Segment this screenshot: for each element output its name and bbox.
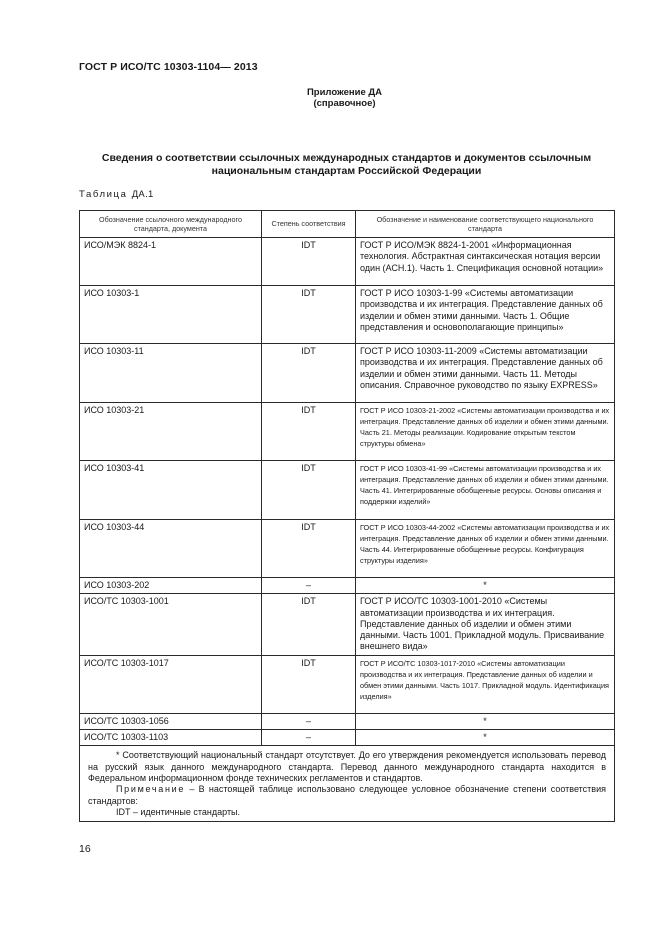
intl-standard-cell: ИСО 10303-44	[80, 520, 262, 578]
table-row	[80, 403, 615, 461]
national-standard-cell: ГОСТ Р ИСО 10303-1-99 «Системы автоматизации производства и их интеграция. Представление данных об изделии и обмен этими данными. Часть 1. Общие представления и основополагающие принципы»	[356, 286, 615, 344]
degree-cell: –	[262, 713, 356, 729]
intl-standard-cell: ИСО/МЭК 8824-1	[80, 238, 262, 286]
degree-cell: IDT	[262, 594, 356, 655]
degree-cell: IDT	[262, 655, 356, 713]
intl-standard-cell: ИСО/ТС 10303-1001	[80, 594, 262, 655]
table-row	[80, 578, 615, 594]
document-code: ГОСТ Р ИСО/ТС 10303-1104— 2013	[79, 61, 258, 73]
intl-standard-cell: ИСО/ТС 10303-1103	[80, 730, 262, 746]
intl-standard-cell: ИСО/ТС 10303-1056	[80, 713, 262, 729]
column-header-intl: Обозначение ссылочного международного стандарта, документа	[80, 211, 262, 238]
national-standard-cell: ГОСТ Р ИСО 10303-41-99 «Системы автоматизации производства и их интеграция. Представление данных об изделии и обмен этими данными. Часть 41. Интегрированные обобщенные ресурсы. Основы описания и поддержки изделий»	[356, 461, 615, 520]
table-row	[80, 730, 615, 746]
intl-standard-cell: ИСО 10303-202	[80, 578, 262, 594]
national-standard-cell: ГОСТ Р ИСО 10303-21-2002 «Системы автоматизации производства и их интеграция. Представление данных об изделии и обмен этими данными. Часть 21. Методы реализации. Кодирование открытым текстом структуры обмена»	[356, 403, 615, 461]
annex-heading	[0, 87, 661, 109]
degree-cell: IDT	[262, 286, 356, 344]
correspondence-table	[79, 210, 615, 822]
table-row	[80, 594, 615, 655]
page-number: 16	[79, 843, 91, 855]
intl-standard-cell: ИСО 10303-41	[80, 461, 262, 520]
national-standard-cell: ГОСТ Р ИСО 10303-11-2009 «Системы автоматизации производства и их интеграция. Представление данных об изделии и обмен этими данными. Часть 11. Методы описания. Справочное руководство по языку EXPRESS»	[356, 344, 615, 403]
intl-standard-cell: ИСО/ТС 10303-1017	[80, 655, 262, 713]
degree-cell: IDT	[262, 344, 356, 403]
national-standard-cell: *	[356, 713, 615, 729]
table-note	[88, 784, 606, 807]
national-standard-cell: ГОСТ Р ИСО/ТС 10303-1001-2010 «Системы автоматизации производства и их интеграция. Представление данных об изделии и обмен этими данными. Часть 1001. Прикладной модуль. Присваивание внешнего вида»	[356, 594, 615, 655]
degree-cell: IDT	[262, 461, 356, 520]
section-title: Сведения о соответствии ссылочных международных стандартов и документов ссылочным национальным стандартам Российской Федерации	[101, 152, 592, 177]
table-header-row	[80, 211, 615, 238]
table-row	[80, 286, 615, 344]
degree-cell: –	[262, 578, 356, 594]
annex-title: Приложение ДА	[306, 87, 383, 98]
table-row	[80, 461, 615, 520]
table-row	[80, 713, 615, 729]
national-standard-cell: ГОСТ Р ИСО 10303-44-2002 «Системы автоматизации производства и их интеграция. Представление данных об изделии и обмен этими данными. Часть 44. Интегрированные обобщенные ресурсы. Конфигурация структуры изделия»	[356, 520, 615, 578]
column-header-degree: Степень соответствия	[262, 211, 356, 238]
footnote-text: * Соответствующий национальный стандарт отсутствует. До его утверждения рекомендуется использовать перевод на русский язык данного международного стандарта. Перевод данного международного стандарта находится в Федеральном информационном фонде технических регламентов и стандартов.	[88, 750, 606, 783]
national-standard-cell: *	[356, 578, 615, 594]
column-header-national: Обозначение и наименование соответствующего национального стандарта	[356, 211, 615, 238]
note-label: Примечание	[116, 784, 186, 795]
table-label	[79, 189, 154, 200]
table-row	[80, 344, 615, 403]
table-row	[80, 655, 615, 713]
intl-standard-cell: ИСО 10303-1	[80, 286, 262, 344]
table-row	[80, 520, 615, 578]
table-footnote-row	[80, 746, 615, 822]
table-footnote	[80, 746, 615, 822]
national-standard-cell: ГОСТ Р ИСО/ТС 10303-1017-2010 «Системы автоматизации производства и их интеграция. Представление данных об изделии и обмен этими данными. Часть 1017. Прикладной модуль. Идентификация изделия»	[356, 655, 615, 713]
degree-cell: IDT	[262, 238, 356, 286]
intl-standard-cell: ИСО 10303-11	[80, 344, 262, 403]
table-label-word: Таблица	[79, 189, 128, 200]
annex-note: (справочное)	[313, 98, 376, 109]
degree-cell: IDT	[262, 520, 356, 578]
degree-cell: –	[262, 730, 356, 746]
national-standard-cell: ГОСТ Р ИСО/МЭК 8824-1-2001 «Информационная технология. Абстрактная синтаксическая нотация версии один (АСН.1). Часть 1. Спецификация основной нотации»	[356, 238, 615, 286]
note-idt-definition: IDT – идентичные стандарты.	[116, 806, 241, 817]
table-row	[80, 238, 615, 286]
table-label-number: ДА.1	[131, 189, 154, 200]
degree-cell: IDT	[262, 403, 356, 461]
national-standard-cell: *	[356, 730, 615, 746]
note-text: – В настоящей таблице использовано следующее условное обозначение степени соответствия стандартов:	[88, 784, 606, 806]
intl-standard-cell: ИСО 10303-21	[80, 403, 262, 461]
